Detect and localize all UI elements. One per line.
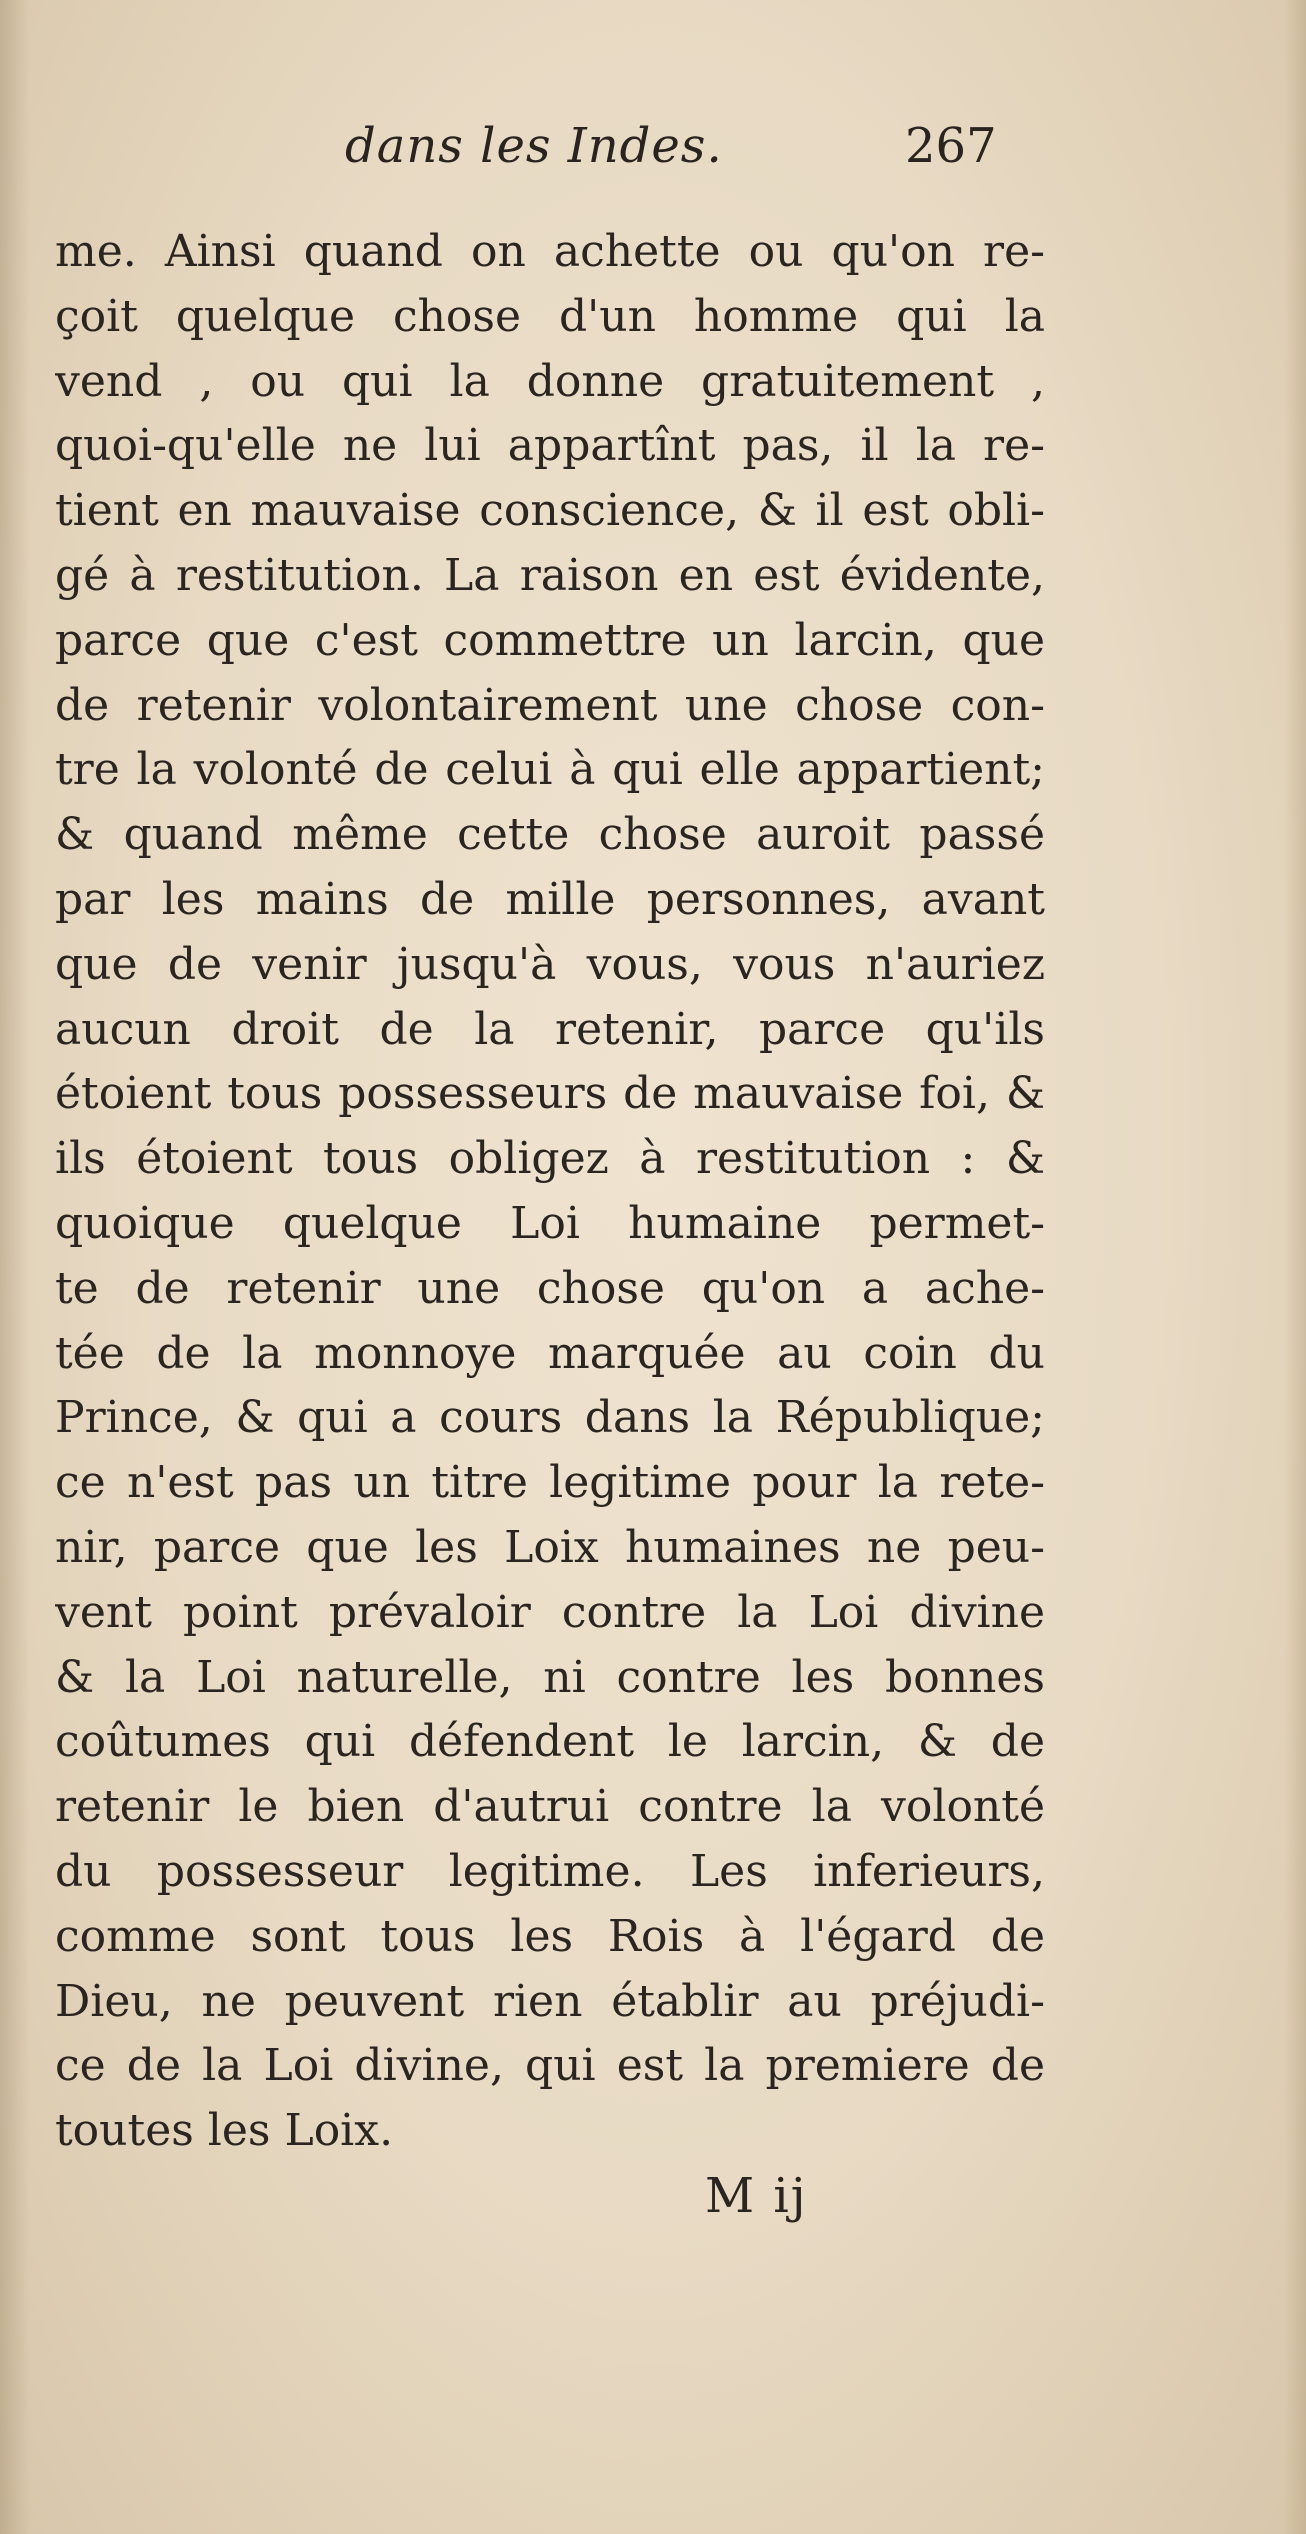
text-line: Dieu, ne peuvent rien établir au préjudi- bbox=[55, 1975, 1045, 2027]
text-line: tient en mauvaise conscience, & il est obli- bbox=[55, 485, 1045, 537]
page-number: 267 bbox=[905, 118, 997, 174]
text-line: ils étoient tous obligez à restitution : & bbox=[55, 1133, 1045, 1185]
text-line: comme sont tous les Rois à l'égard de bbox=[55, 1910, 1045, 1962]
text-line: & quand même cette chose auroit passé bbox=[55, 809, 1045, 861]
text-line: ce n'est pas un titre legitime pour la rete- bbox=[55, 1457, 1045, 1509]
text-line: nir, parce que les Loix humaines ne peu- bbox=[55, 1521, 1045, 1573]
text-line: que de venir jusqu'à vous, vous n'auriez bbox=[55, 938, 1045, 990]
text-line: & la Loi naturelle, ni contre les bonnes bbox=[55, 1651, 1045, 1703]
text-line: parce que c'est commettre un larcin, que bbox=[55, 614, 1045, 666]
text-line: te de retenir une chose qu'on a ache- bbox=[55, 1262, 1045, 1314]
text-line: Prince, & qui a cours dans la République; bbox=[55, 1392, 1045, 1444]
running-head: dans les Indes. bbox=[345, 118, 723, 174]
text-line: vend , ou qui la donne gratuitement , bbox=[55, 355, 1045, 407]
text-line: toutes les Loix. bbox=[55, 2105, 394, 2157]
page-header bbox=[0, 118, 1306, 198]
text-line: ce de la Loi divine, qui est la premiere de bbox=[55, 2040, 1045, 2092]
text-line: quoi-qu'elle ne lui appartînt pas, il la re- bbox=[55, 420, 1045, 472]
text-line: gé à restitution. La raison en est évidente, bbox=[55, 549, 1045, 601]
text-line: retenir le bien d'autrui contre la volonté bbox=[55, 1781, 1045, 1833]
text-line: de retenir volontairement une chose con- bbox=[55, 679, 1045, 731]
text-line: du possesseur legitime. Les inferieurs, bbox=[55, 1845, 1045, 1897]
text-line: me. Ainsi quand on achette ou qu'on re- bbox=[55, 226, 1045, 277]
text-line: vent point prévaloir contre la Loi divine bbox=[55, 1586, 1045, 1638]
page-edge bbox=[1284, 0, 1306, 2534]
text-line: par les mains de mille personnes, avant bbox=[55, 873, 1045, 925]
body-text bbox=[55, 220, 1045, 2164]
text-line: coûtumes qui défendent le larcin, & de bbox=[55, 1716, 1045, 1768]
text-line: tée de la monnoye marquée au coin du bbox=[55, 1327, 1045, 1379]
text-line: étoient tous possesseurs de mauvaise foi, & bbox=[55, 1068, 1045, 1120]
gutter-shadow bbox=[0, 0, 30, 2534]
text-line: tre la volonté de celui à qui elle appartient; bbox=[55, 744, 1045, 796]
text-line: aucun droit de la retenir, parce qu'ils bbox=[55, 1003, 1045, 1055]
signature-mark: M ij bbox=[705, 2168, 808, 2224]
text-line: çoit quelque chose d'un homme qui la bbox=[55, 290, 1045, 342]
text-line: quoique quelque Loi humaine permet- bbox=[55, 1197, 1045, 1249]
